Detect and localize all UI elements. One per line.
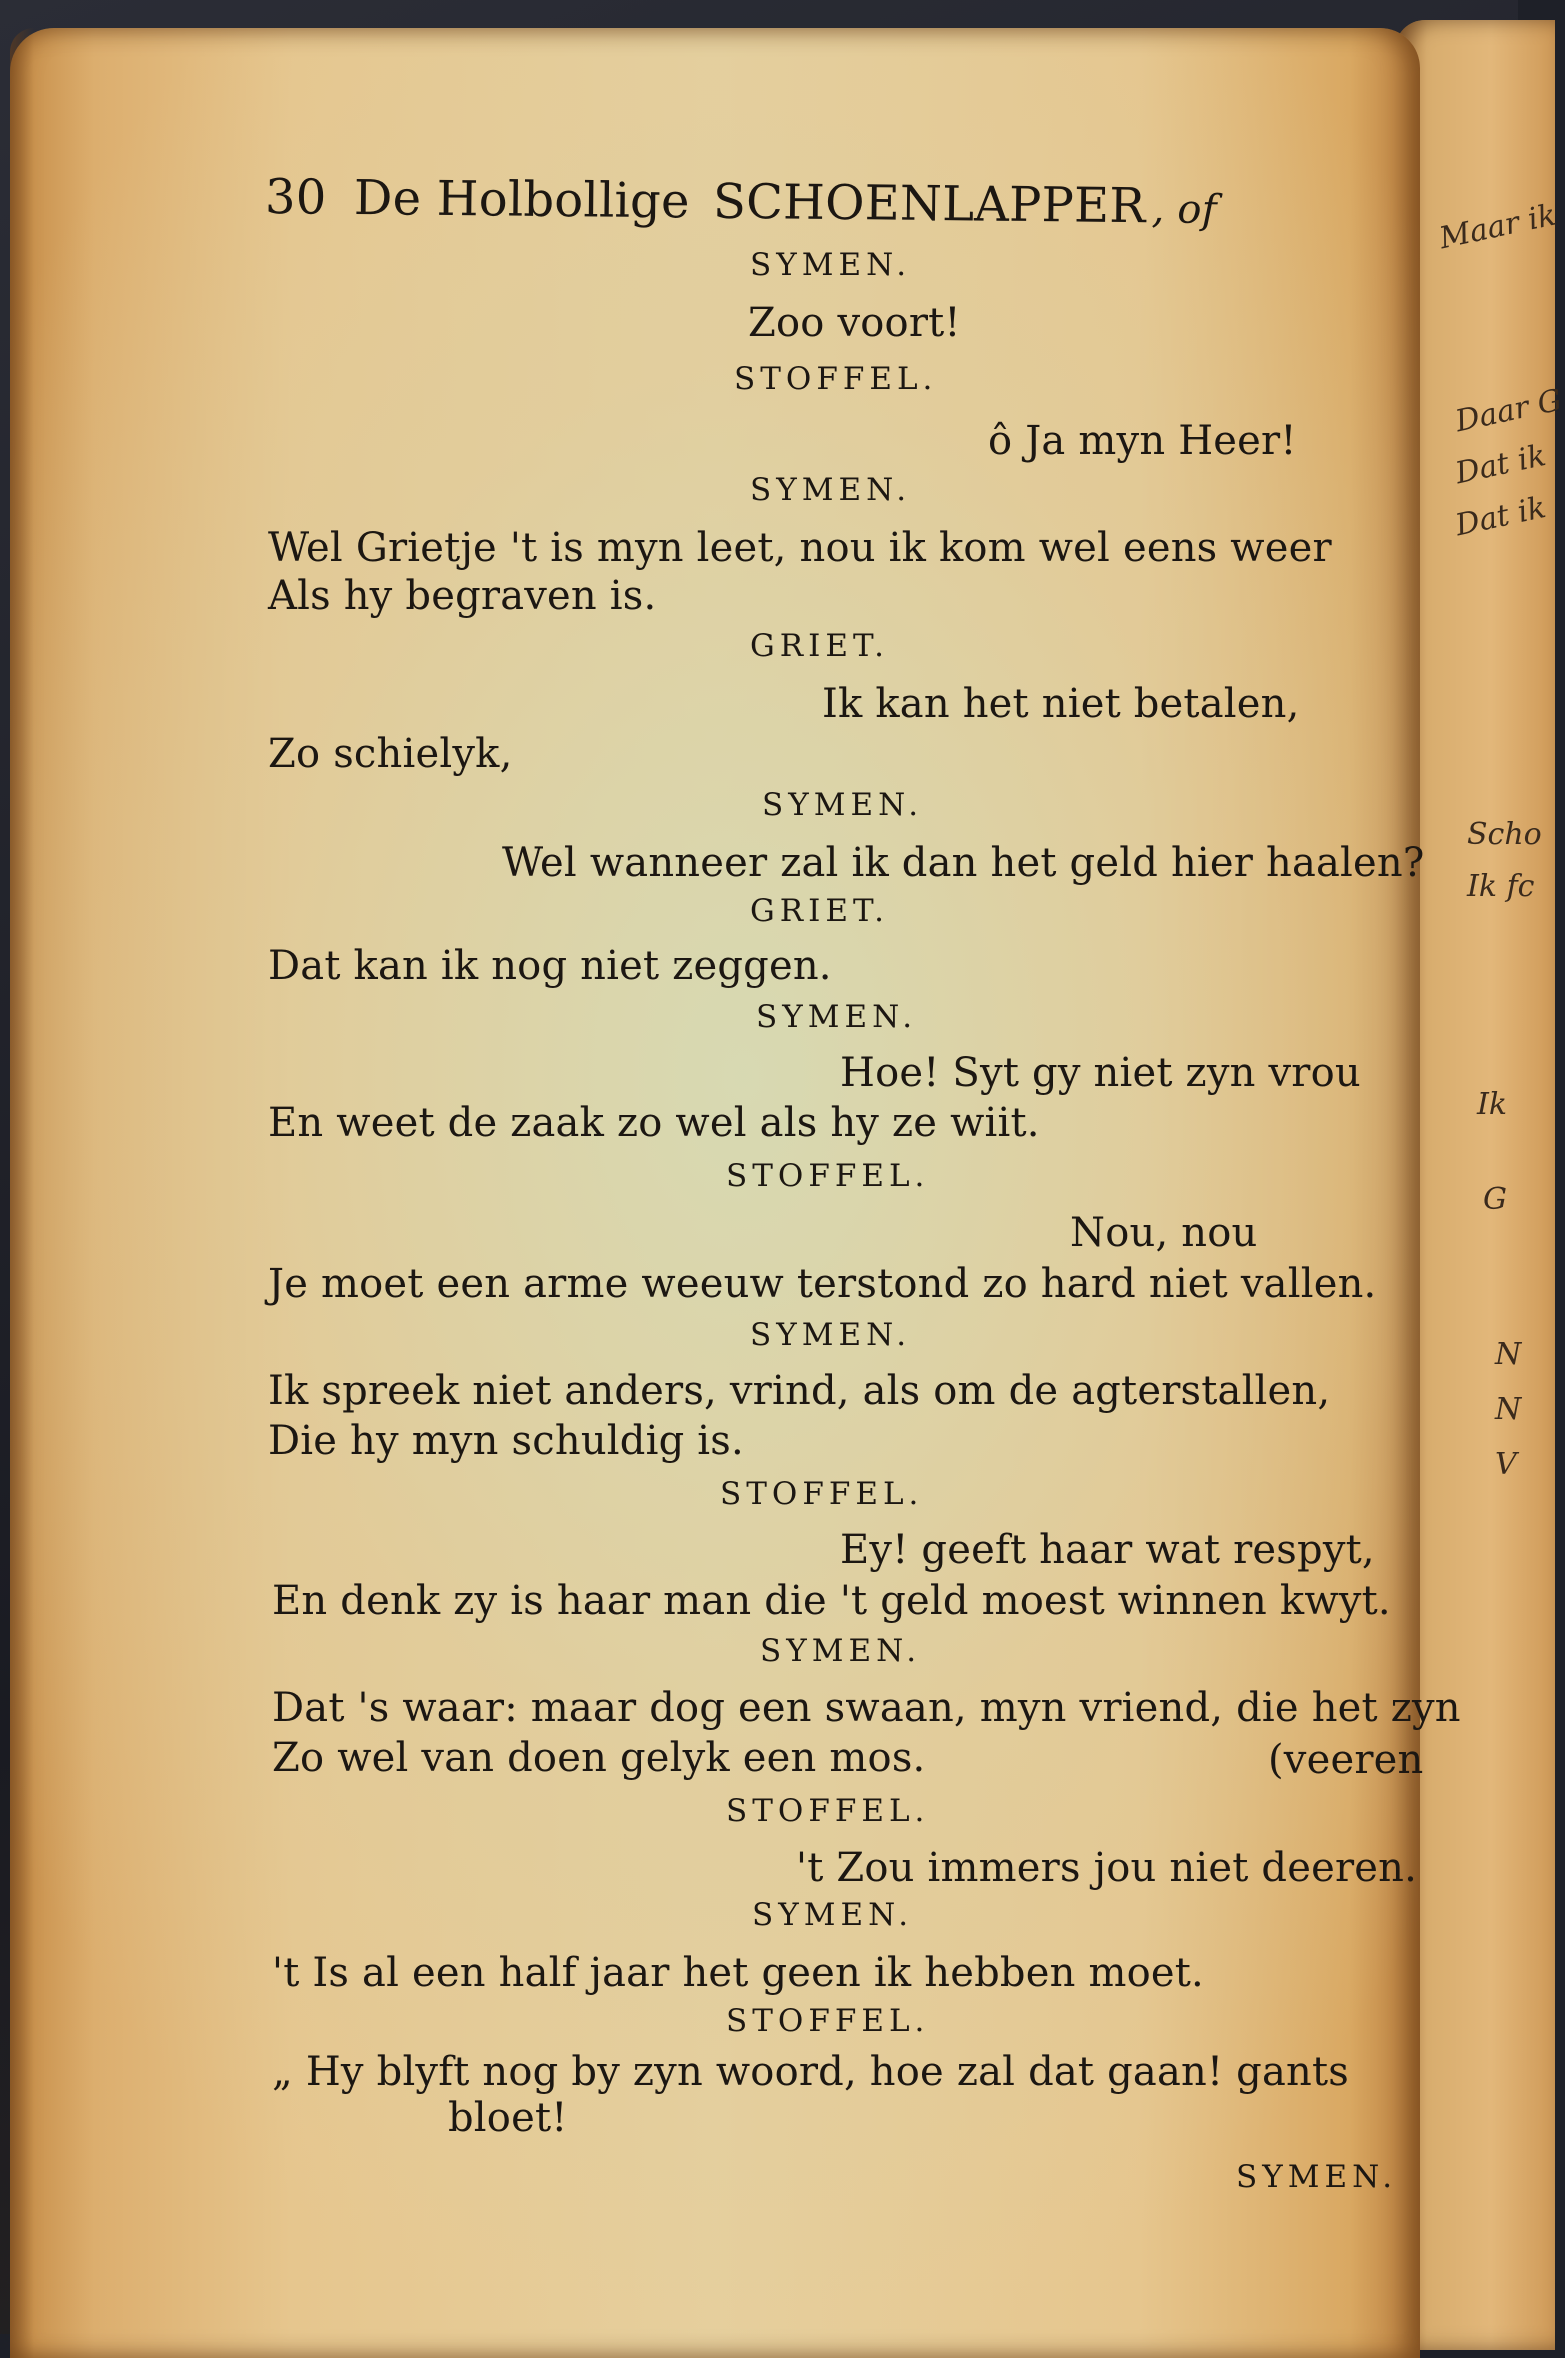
header-title-prefix: De Holbollige <box>353 169 690 230</box>
page-number: 30 <box>264 169 327 226</box>
facing-page-fragment: N <box>1495 1337 1522 1372</box>
verse-line: Ik kan het niet betalen, <box>822 681 1300 727</box>
verse-line: Zo wel van doen gelyk een mos. <box>272 1735 926 1781</box>
speaker-heading: STOFFEL. <box>720 1476 924 1512</box>
verse-line: Zo schielyk, <box>268 731 513 777</box>
facing-page-fragment: G <box>1483 1182 1507 1217</box>
verse-line: bloet! <box>448 2095 568 2141</box>
page-edge-shadow <box>10 28 34 2358</box>
verse-line: Dat 's waar: maar dog een swaan, myn vriend, die het zyn <box>272 1685 1461 1731</box>
verse-line: En weet de zaak zo wel als hy ze wiit. <box>268 1100 1040 1146</box>
speaker-heading: GRIET. <box>750 628 889 664</box>
facing-page-fragment: Scho <box>1467 817 1542 852</box>
verse-line: 't Zou immers jou niet deeren. <box>796 1845 1418 1891</box>
running-header <box>264 169 1217 235</box>
speaker-heading: STOFFEL. <box>726 2003 930 2039</box>
speaker-heading: SYMEN. <box>760 1633 922 1669</box>
verse-line: Wel Grietje 't is myn leet, nou ik kom wel eens weer <box>268 525 1332 571</box>
facing-page-fragment: V <box>1495 1447 1517 1482</box>
book-page <box>10 28 1461 2358</box>
facing-page-fragment: Ik <box>1477 1087 1508 1122</box>
verse-line: ô Ja myn Heer! <box>988 418 1297 464</box>
verse-line: (veeren <box>1268 1737 1424 1783</box>
speaker-heading: SYMEN. <box>750 1317 912 1353</box>
verse-line: Nou, nou <box>1070 1210 1258 1256</box>
facing-page-fragment: Daar G <box>1452 382 1565 440</box>
verse-line: Je moet een arme weeuw terstond zo hard niet vallen. <box>268 1261 1377 1307</box>
facing-page-fragment: N <box>1495 1392 1522 1427</box>
verse-line: En denk zy is haar man die 't geld moest winnen kwyt. <box>272 1578 1391 1624</box>
facing-page-fragment: Ik fc <box>1467 869 1535 904</box>
speaker-heading: STOFFEL. <box>726 1158 930 1194</box>
verse-line: Ey! geeft haar wat respyt, <box>840 1527 1375 1573</box>
speaker-heading: STOFFEL. <box>726 1793 930 1829</box>
facing-page-fragment: Dat ik <box>1452 438 1549 492</box>
verse-line: Die hy myn schuldig is. <box>268 1418 744 1464</box>
verse-line: Dat kan ik nog niet zeggen. <box>268 943 832 989</box>
speaker-heading: GRIET. <box>750 893 889 929</box>
header-title-main: SCHOENLAPPER <box>712 173 1146 235</box>
speaker-heading: SYMEN. <box>762 787 924 823</box>
speaker-heading: SYMEN. <box>756 999 918 1035</box>
speaker-heading: STOFFEL. <box>734 361 938 397</box>
verse-line: „ Hy blyft nog by zyn woord, hoe zal dat gaan! gants <box>272 2049 1349 2095</box>
verse-line: Ik spreek niet anders, vrind, als om de agterstallen, <box>268 1368 1331 1414</box>
verse-line: Hoe! Syt gy niet zyn vrou <box>840 1050 1361 1096</box>
verse-line: 't Is al een half jaar het geen ik hebben moet. <box>272 1950 1204 1996</box>
speaker-heading: SYMEN. <box>750 247 912 283</box>
verse-line: Als hy begraven is. <box>268 573 657 619</box>
catchword: SYMEN. <box>1236 2159 1398 2195</box>
verse-line: Wel wanneer zal ik dan het geld hier haalen? <box>502 840 1425 886</box>
verse-line: Zoo voort! <box>748 300 961 346</box>
speaker-heading: SYMEN. <box>752 1897 914 1933</box>
facing-page-fragment: Dat ik <box>1452 490 1549 544</box>
facing-page-fragment: Maar ik <box>1436 197 1560 257</box>
speaker-heading: SYMEN. <box>750 472 912 508</box>
header-title-suffix: , of <box>1151 186 1217 233</box>
